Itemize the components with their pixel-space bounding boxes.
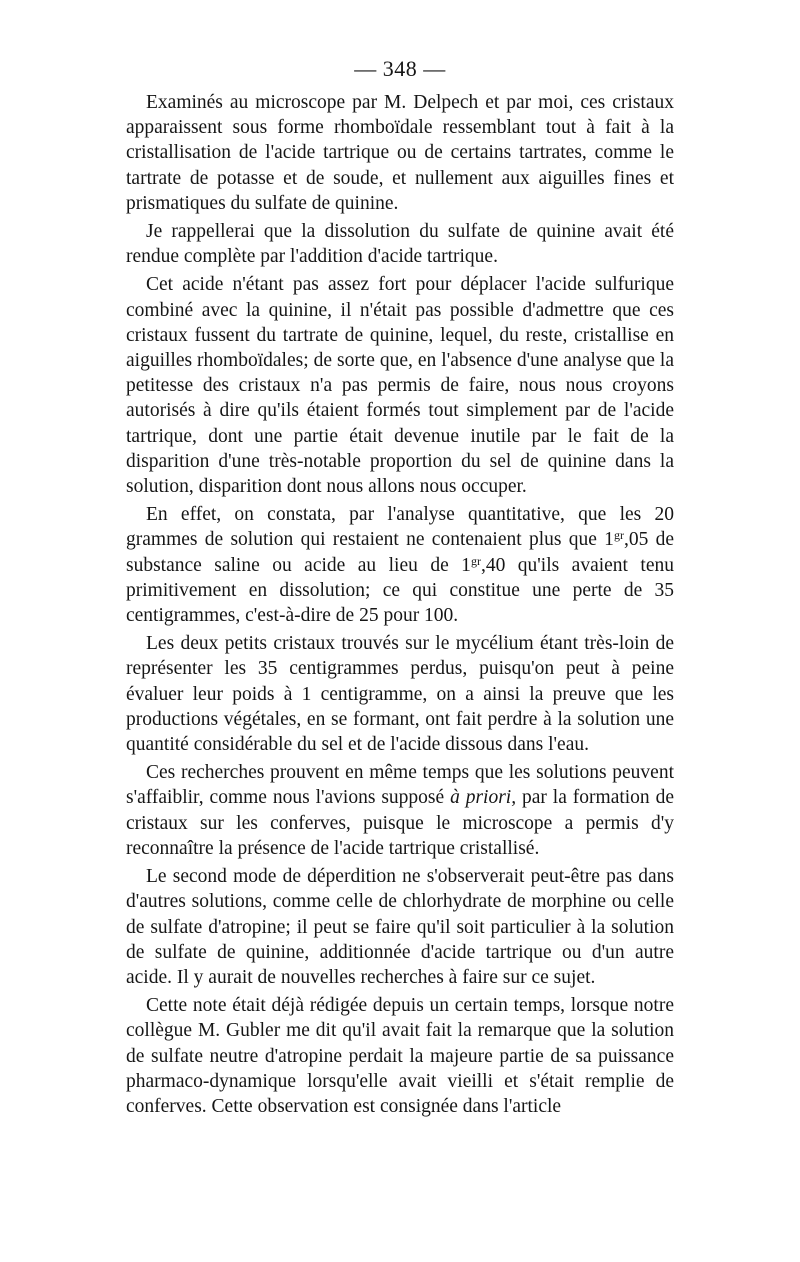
paragraph: Les deux petits cristaux trouvés sur le mycélium étant très-loin de représenter les 35 centigrammes perdus, puisqu'on peut à peine évaluer leur poids à 1 centigramme, on a ainsi la preuve que les productions végétales, en se formant, ont fait perdre à la solution une quantité considérable du sel et de l'acide dissous dans l'eau.: [126, 633, 674, 756]
italic-phrase: à priori,: [450, 787, 517, 809]
paragraph: [126, 760, 674, 861]
page-number: — 348 —: [354, 56, 446, 81]
paragraph: Cet acide n'étant pas assez fort pour déplacer l'acide sulfurique combiné avec la quinine, il n'était pas possible d'admettre que ces cristaux fussent du tartrate de quinine, lequel, du reste, cristallise en aiguilles rhomboïdales; de sorte que, en l'absence d'une analyse que la petitesse des cristaux n'a pas permis de faire, nous nous croyons autorisés à dire qu'ils étaient formés tout simplement par de l'acide tartrique, dont une partie était devenue inutile par le fait de la disparition d'une très-notable proportion du sel de quinine dans la solution, disparition dont nous allons nous occuper.: [126, 274, 674, 498]
paragraph: [126, 502, 674, 628]
paragraph-text: ,05 de substance saline ou acide au lieu de 1: [126, 529, 675, 576]
paragraph: Examinés au microscope par M. Delpech et par moi, ces cristaux apparaissent sous forme rhomboïdale ressemblant tout à fait à la cristallisation de l'acide tartrique ou de certains tartrates, comme le tartrate de potasse et de soude, et nullement aux aiguilles fines et prismatiques du sulfate de quinine.: [126, 92, 674, 214]
unit-superscript: gr: [613, 528, 624, 543]
paragraph-text: ,40 qu'ils avaient tenu primitivement en dissolution; ce qui constitue une perte de 35 centigrammes, c'est-à-dire de 25 pour 100.: [126, 554, 674, 627]
paragraph: Je rappellerai que la dissolution du sulfate de quinine avait été rendue complète par l'addition d'acide tartrique.: [126, 221, 674, 268]
body-text: [126, 90, 674, 1122]
paragraph-text: En effet, on constata, par l'analyse quantitative, que les 20 grammes de solution qui restaient ne contenaient plus que 1: [126, 504, 674, 551]
paragraph: Cette note était déjà rédigée depuis un certain temps, lorsque notre collègue M. Gubler me dit qu'il avait fait la remarque que la solution de sulfate neutre d'atropine perdait la majeure partie de sa puissance pharmaco-dynamique lorsqu'elle avait vieilli et s'était remplie de conferves. Cette observation est consignée dans l'article: [126, 995, 674, 1117]
paragraph-text: par la formation de cristaux sur les conferves, puisque le microscope a permis d'y reconnaître la présence de l'acide tartrique cristallisé.: [126, 787, 674, 859]
unit-superscript: gr: [470, 553, 481, 568]
paragraph-text: Ces recherches prouvent en même temps que les solutions peuvent s'affaiblir, comme nous l'avions supposé: [126, 762, 674, 809]
paragraph: Le second mode de déperdition ne s'observerait peut-être pas dans d'autres solutions, comme celle de chlorhydrate de morphine ou celle de sulfate d'atropine; il peut se faire qu'il soit particulier à la solution de sulfate de quinine, additionnée d'acide tartrique ou d'un autre acide. Il y aurait de nouvelles recherches à faire sur ce sujet.: [126, 866, 674, 988]
